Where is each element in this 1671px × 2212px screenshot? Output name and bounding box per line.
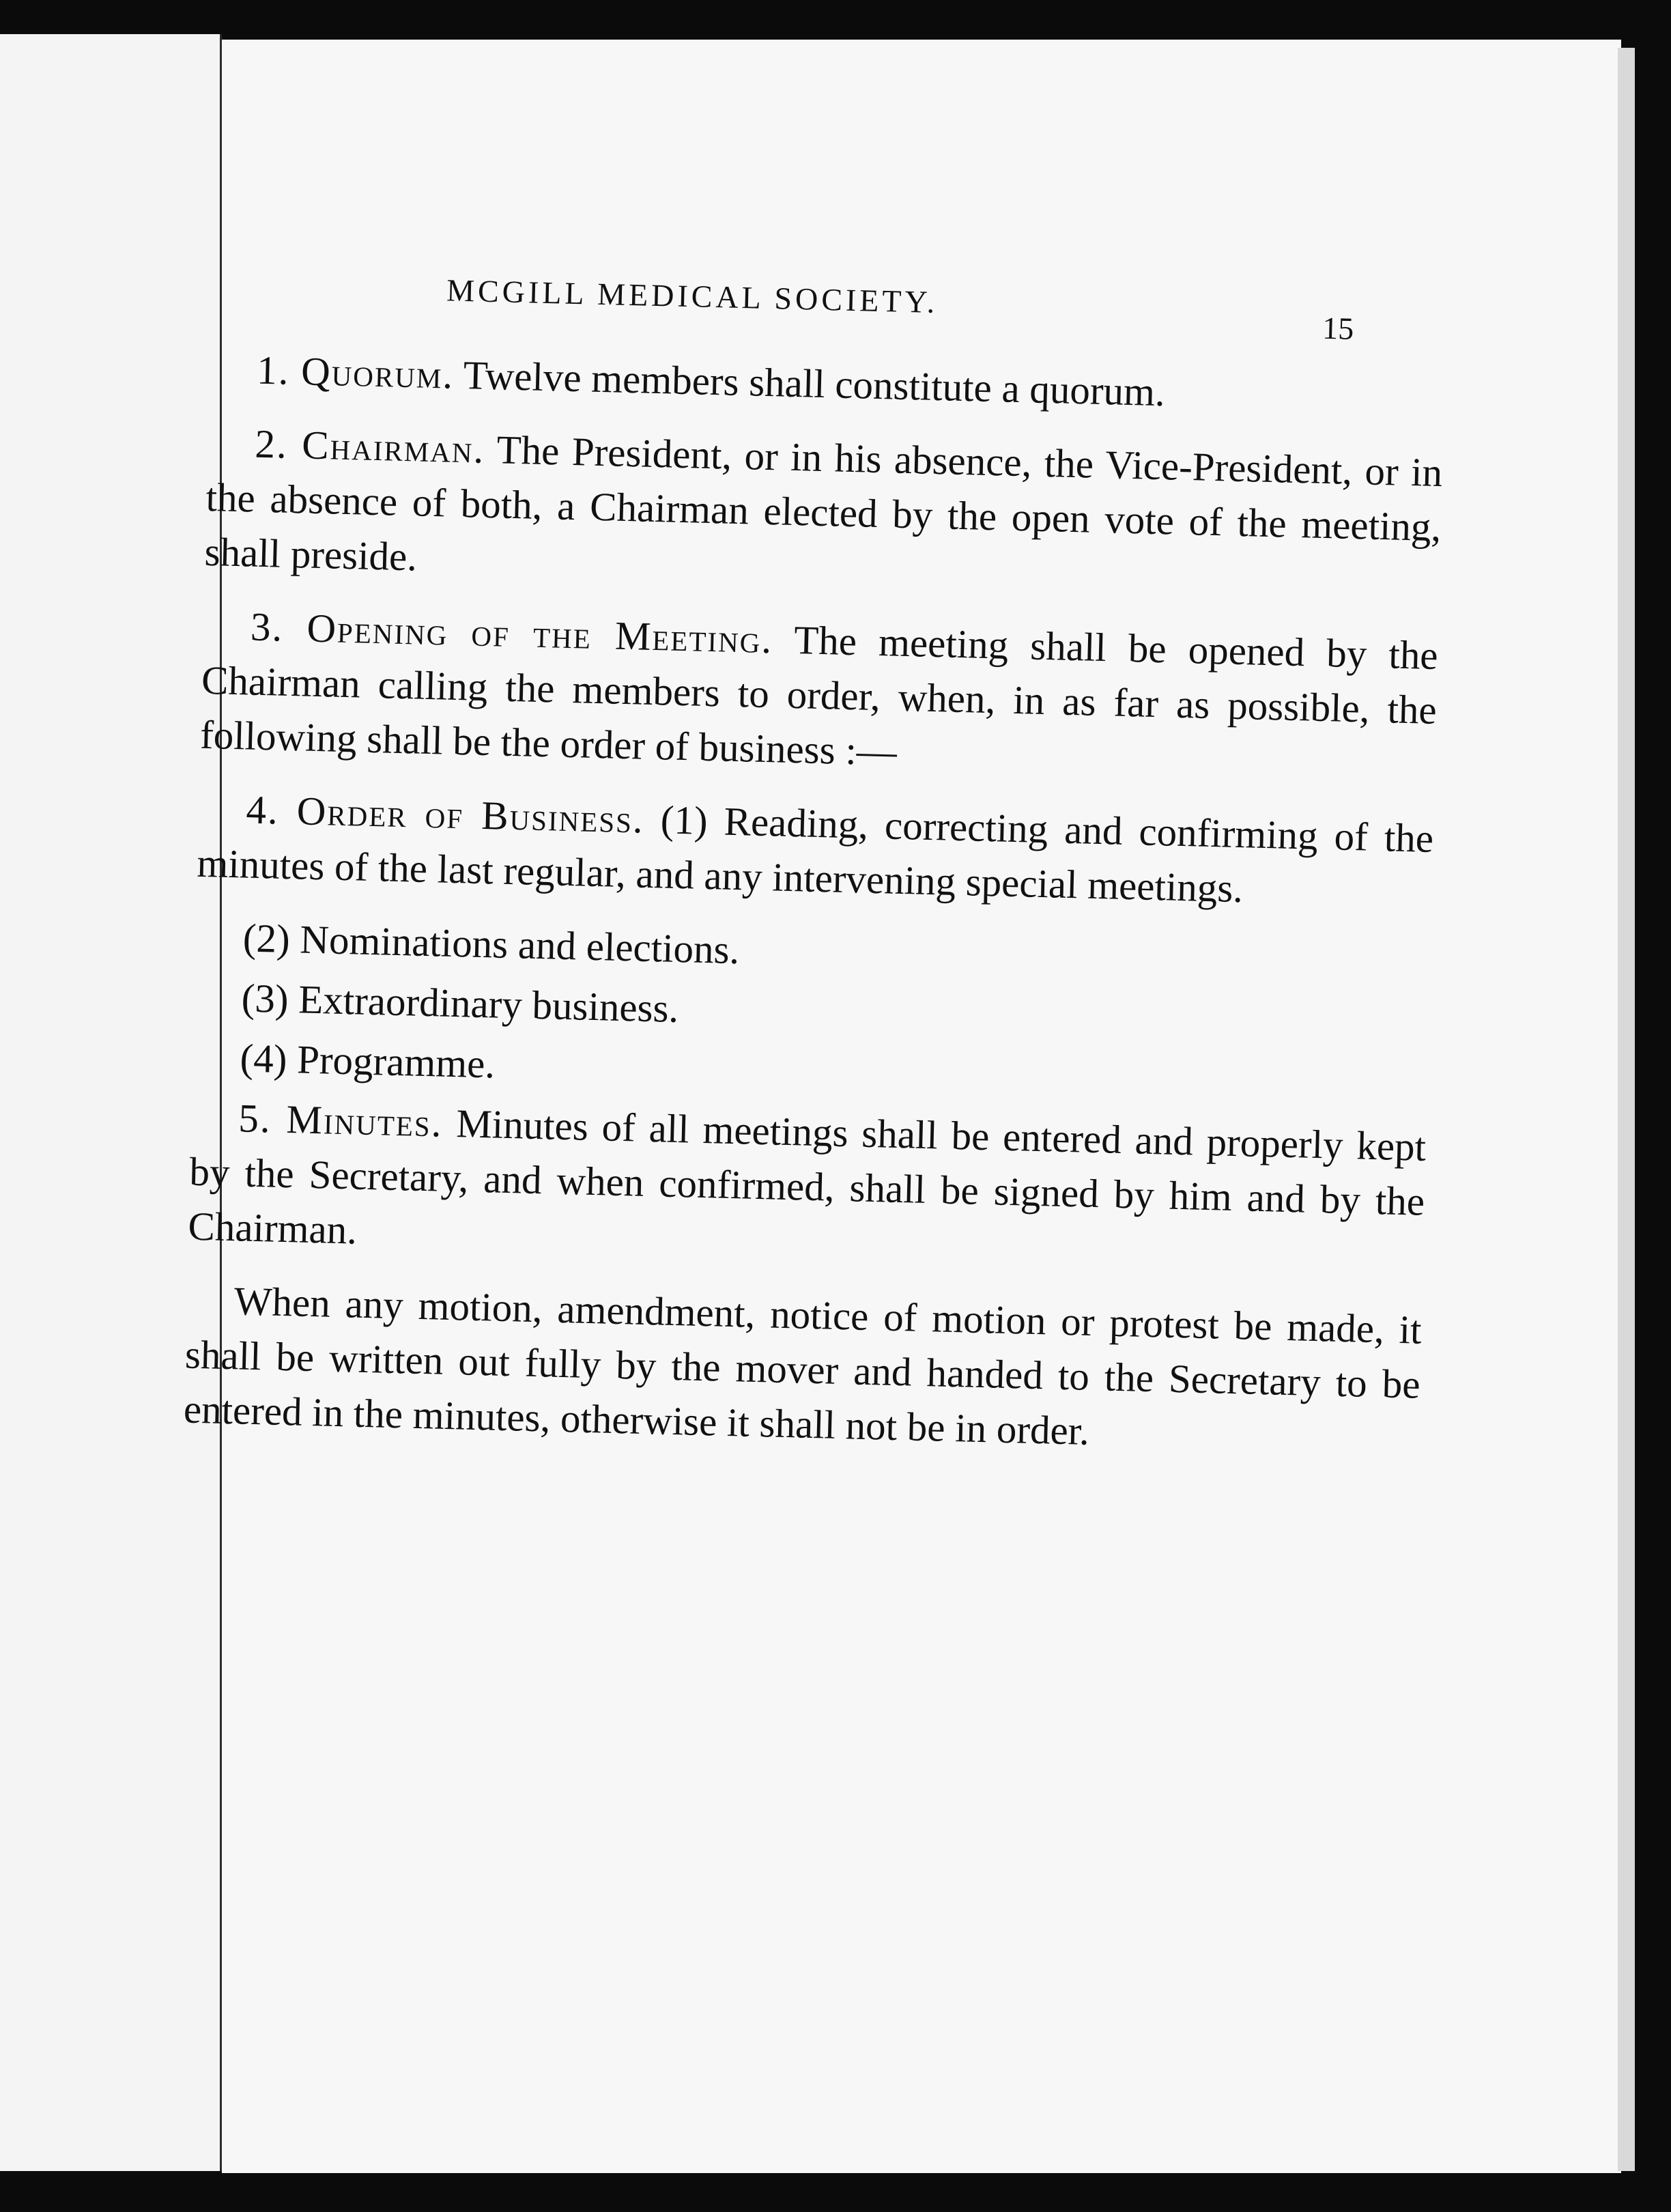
page-text (182, 266, 1446, 1486)
section-heading: 3. Opening of the Meeting. (250, 604, 774, 662)
left-page (0, 34, 222, 2171)
section-text: Minutes of all meetings shall be entered and properly kept by the Secretary, and when confirmed, shall be signed by him and by the Chairman. (187, 1101, 1427, 1253)
section-opening-meeting (199, 598, 1438, 792)
section-chairman (204, 415, 1443, 609)
section-heading: 5. Minutes. (238, 1095, 444, 1146)
business-item: (3) Extraordinary business. (241, 975, 680, 1032)
section-heading: 1. Quorum. (256, 347, 455, 397)
section-text: The meeting shall be opened by the Chairman calling the members to order, when, in as far as possible, the following shall be the order of business :— (199, 617, 1439, 774)
section-text: (1) Reading, correcting and confirming of the minutes of the last regular, and any intervening special meetings. (196, 797, 1434, 911)
page-edge (1618, 48, 1635, 2171)
section-heading: 2. Chairman. (254, 421, 486, 472)
running-title: MCGILL MEDICAL SOCIETY. (446, 272, 939, 320)
page-number: 15 (1322, 310, 1354, 346)
section-text: Twelve members shall constitute a quorum. (463, 352, 1166, 415)
section-minutes (188, 1090, 1427, 1284)
section-order-business (197, 781, 1434, 920)
business-item: (2) Nominations and elections. (242, 915, 741, 973)
section-text: The President, or in his absence, the Vice-President, or in the absence of both, a Chairman elected by the open vote of the meeting, shall preside. (203, 427, 1443, 580)
closing-paragraph: When any motion, amendment, notice of motion or protest be made, it shall be written out fully by the mover and handed to the Secretary to be entered in the minutes, otherwise it shall not be in order. (183, 1278, 1423, 1454)
business-item: (4) Programme. (239, 1035, 496, 1087)
section-heading: 4. Order of Business. (245, 786, 645, 842)
